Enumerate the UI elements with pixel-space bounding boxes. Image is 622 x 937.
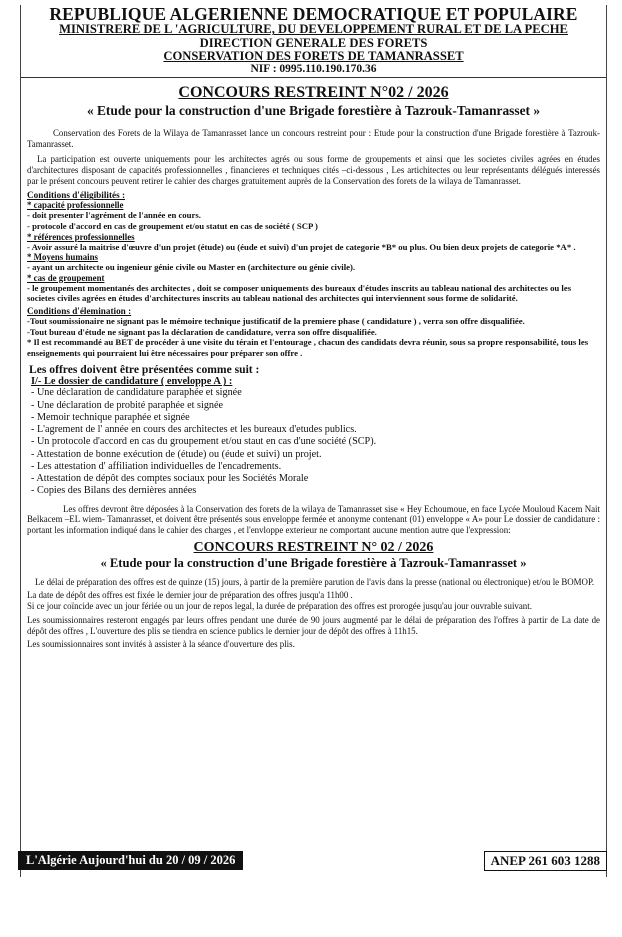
footer-bar: [18, 851, 607, 875]
capacity-line: - doit presenter l'agrément de l'année en cours.: [27, 210, 201, 221]
closing-paragraph: La date de dépôt des offres est fixée le dernier jour de préparation des offres jusqu'a 11h00 .: [27, 590, 353, 601]
notice-title: CONCOURS RESTREINT N°02 / 2026: [178, 84, 449, 102]
notice-subtitle: « Etude pour la construction d'une Brigade forestière à Tazrouk-Tamanrasset »: [86, 103, 541, 119]
references-title: * références professionnelles: [27, 231, 135, 242]
header-divider: [21, 77, 606, 78]
ministry-heading: MINISTRERE DE L 'AGRICULTURE, DU DEVELOPPEMENT RURAL ET DE LA PECHE: [59, 22, 568, 37]
dossier-item: - L'agrement de l' année en cours des architectes et les bureaux d'etudes publics.: [31, 424, 357, 436]
closing-paragraph: Les soumissionnaires sont invités à assister à la séance d'ouverture des plis.: [27, 639, 295, 650]
dossier-item: - Une déclaration de candidature paraphée et signée: [31, 387, 242, 399]
group-line: - le groupement momentanés des architectes , doit se composer uniquements des bureaux d'études inscrits au tableau national des architectes ou les societes civiles agrées en études d'architectures inscrits au tableau national des architectes qui interviennent sous forme de solidarité.: [27, 282, 572, 304]
closing-paragraph: Les soumissionnaires resteront engagés par leurs offres pendant une durée de 90 jours augmenté par le délai de préparation des l'offres à partir de La date de dépôt des offres , L'ouverture des plis se tiendra en science publics le dernier jour de dépôt des offres à 11h15.: [27, 614, 600, 636]
offers-heading: Les offres doivent être présentées comme suit :: [29, 363, 260, 377]
republic-heading: REPUBLIQUE ALGERIENNE DEMOCRATIQUE ET POPULAIRE: [49, 4, 578, 24]
publication-date-label: L'Algérie Aujourd'hui du 20 / 09 / 2026: [18, 851, 243, 870]
capacity-line: - protocole d'accord en cas de groupement et/ou statut en cas de société ( SCP ): [27, 221, 318, 231]
closing-paragraph: Si ce jour coïncide avec un jour fériée ou un jour de repos legal, la durée de préparation des offres est prorogée jusqu'au jour ouvrable suivant.: [27, 600, 532, 611]
capacity-title: * capacité professionnelle: [27, 200, 124, 211]
repeat-title: CONCOURS RESTREINT N° 02 / 2026: [193, 540, 434, 556]
repeat-subtitle: « Etude pour la construction d'une Brigade forestière à Tazrouk-Tamanrasset »: [100, 556, 527, 571]
intro-paragraph: La participation est ouverte uniquements pour les architectes agrés ou sous forme de groupements et ainsi que les societes civiles agrées en études d'architectures disposant de capacités professionnelles , financieres et techniques cités –ci-dessous , Les artichitectes ou leur représentants délégués interessés par le présent concours peuvent retirer le cahier des charges gratuitement auprès de la Conservation des forets de la wilaya de Tamanrasset.: [27, 153, 600, 186]
human-means-title: * Moyens humains: [27, 252, 99, 263]
dossier-item: - Attestation de dépôt des comptes sociaux pour les Sociétés Morale: [31, 473, 309, 485]
eligibility-heading: Conditions d'éligibilités :: [27, 190, 126, 201]
elimination-heading: Conditions d'élemination :: [27, 306, 132, 317]
dossier-title: I/- Le dossier de candidature ( enveloppe A ) :: [31, 376, 233, 388]
dossier-item: - Memoir technique paraphée et signée: [31, 411, 190, 423]
direction-heading: DIRECTION GENERALE DES FORETS: [199, 35, 428, 50]
dossier-item: - Les attestation d' affiliation individuelles de l'encadrements.: [31, 460, 282, 472]
elimination-line: -Tout soumissionaire ne signant pas le mémoire technique justificatif de la premiere phase ( candidature ) , verra son offre disqualifiée.: [27, 316, 525, 327]
nif-number: NIF : 0995.110.190.170.36: [250, 63, 377, 76]
anep-reference: ANEP 261 603 1288: [484, 851, 607, 871]
elimination-line: -Tout bureau d'étude ne signant pas la déclaration de candidature, verra son offre disqualifiée.: [27, 326, 377, 337]
elimination-line: * Il est recommandé au BET de procéder à une visite du térain et l'entourage , chacun des candidats devra réunir, sous sa propre responsabilité, tous les enseignements qui pourraient lui être nécessaires pour préparer son offre .: [27, 337, 589, 358]
conservation-heading: CONSERVATION DES FORETS DE TAMANRASSET: [163, 48, 464, 63]
notice-page: [20, 5, 607, 877]
group-title: * cas de groupement: [27, 272, 105, 283]
dossier-item: - Une déclaration de probité paraphée et signée: [31, 399, 224, 411]
human-means-line: - ayant un architecte ou ingenieur génie civile ou Master en (architecture ou génie civile).: [27, 262, 356, 273]
deposit-paragraph: Les offres devront être déposées à la Conservation des forets de la wilaya de Tamanrasset sise « Hey Echoumoue, en face Lycée Mouloud Kacem Nait Belkacem –EL wiem- Tamanrasset, et doivent être présentés sous enveloppe fermée et anonyme contenant (01) enveloppe « A» pour Le dossier de candidature : portant les information indiqué dans le cahier des charges , et l'envloppe exterieur ne comportant aucune mention autre que l'expression:: [27, 503, 600, 536]
dossier-item: - Attestation de bonne exécution de (étude) ou (éude et suivi) un projet.: [31, 448, 322, 460]
dossier-item: - Un protocole d'accord en cas du groupement et/ou staut en cas d'une société (SCP).: [31, 436, 377, 448]
closing-paragraph: Le délai de préparation des offres est de quinze (15) jours, à partir de la première parution de l'avis dans la presse (national ou électronique) et/ou le BOMOP.: [35, 577, 595, 588]
intro-paragraph: Conservation des Forets de la Wilaya de Tamanrasset lance un concours restreint pour : Etude pour la construction d'une Brigade forestière à Tazrouk-Tamanrasset.: [27, 128, 600, 149]
dossier-item: - Copies des Bilans des dernières années: [31, 485, 197, 497]
references-line: - Avoir assuré la maitrise d'œuvre d'un projet (étude) ou (éude et suivi) d'un projet de categorie *B* ou plus. Ou bien deux projets de categorie *A* .: [27, 241, 576, 252]
